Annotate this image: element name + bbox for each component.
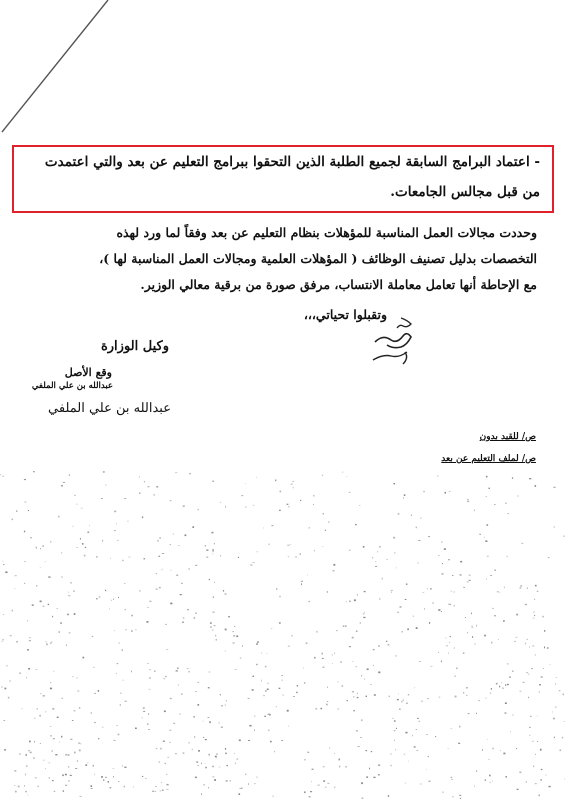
bullet-line-2: من قبل مجالس الجامعات. [390, 184, 540, 200]
signed-original-stamp: وقع الأصل [64, 366, 112, 379]
paragraph-line-2: التخصصات بدليل تصنيف الوظائف ( المؤهلات العلمية ومجالات العمل المناسبة لها )، [99, 251, 537, 266]
bullet-line-1: - اعتماد البرامج السابقة لجميع الطلبة الذين التحقوا ببرامج التعليم عن بعد والتي اعتمدت [44, 154, 540, 170]
cc-line-1: ص/ للقيد بدون [479, 432, 536, 442]
signed-name-stamp: عبدالله بن علي الملفي [31, 381, 113, 391]
agent-title: وكيل الوزارة [100, 339, 169, 354]
handwritten-signature [365, 312, 425, 372]
scan-edge-line [0, 0, 120, 140]
agent-name: عبدالله بن علي الملفي [48, 401, 171, 416]
paragraph-line-3: مع الإحاطة أنها تعامل معاملة الانتساب، مرفق صورة من برقية معالي الوزير. [140, 277, 537, 292]
closing-greeting: وتقبلوا تحياتي،،، [303, 307, 387, 322]
cc-line-2: ص/ لملف التعليم عن بعد [441, 454, 536, 464]
paragraph-line-1: وحددت مجالات العمل المناسبة للمؤهلات بنظام التعليم عن بعد وفقاً لما ورد لهذه [116, 225, 537, 240]
